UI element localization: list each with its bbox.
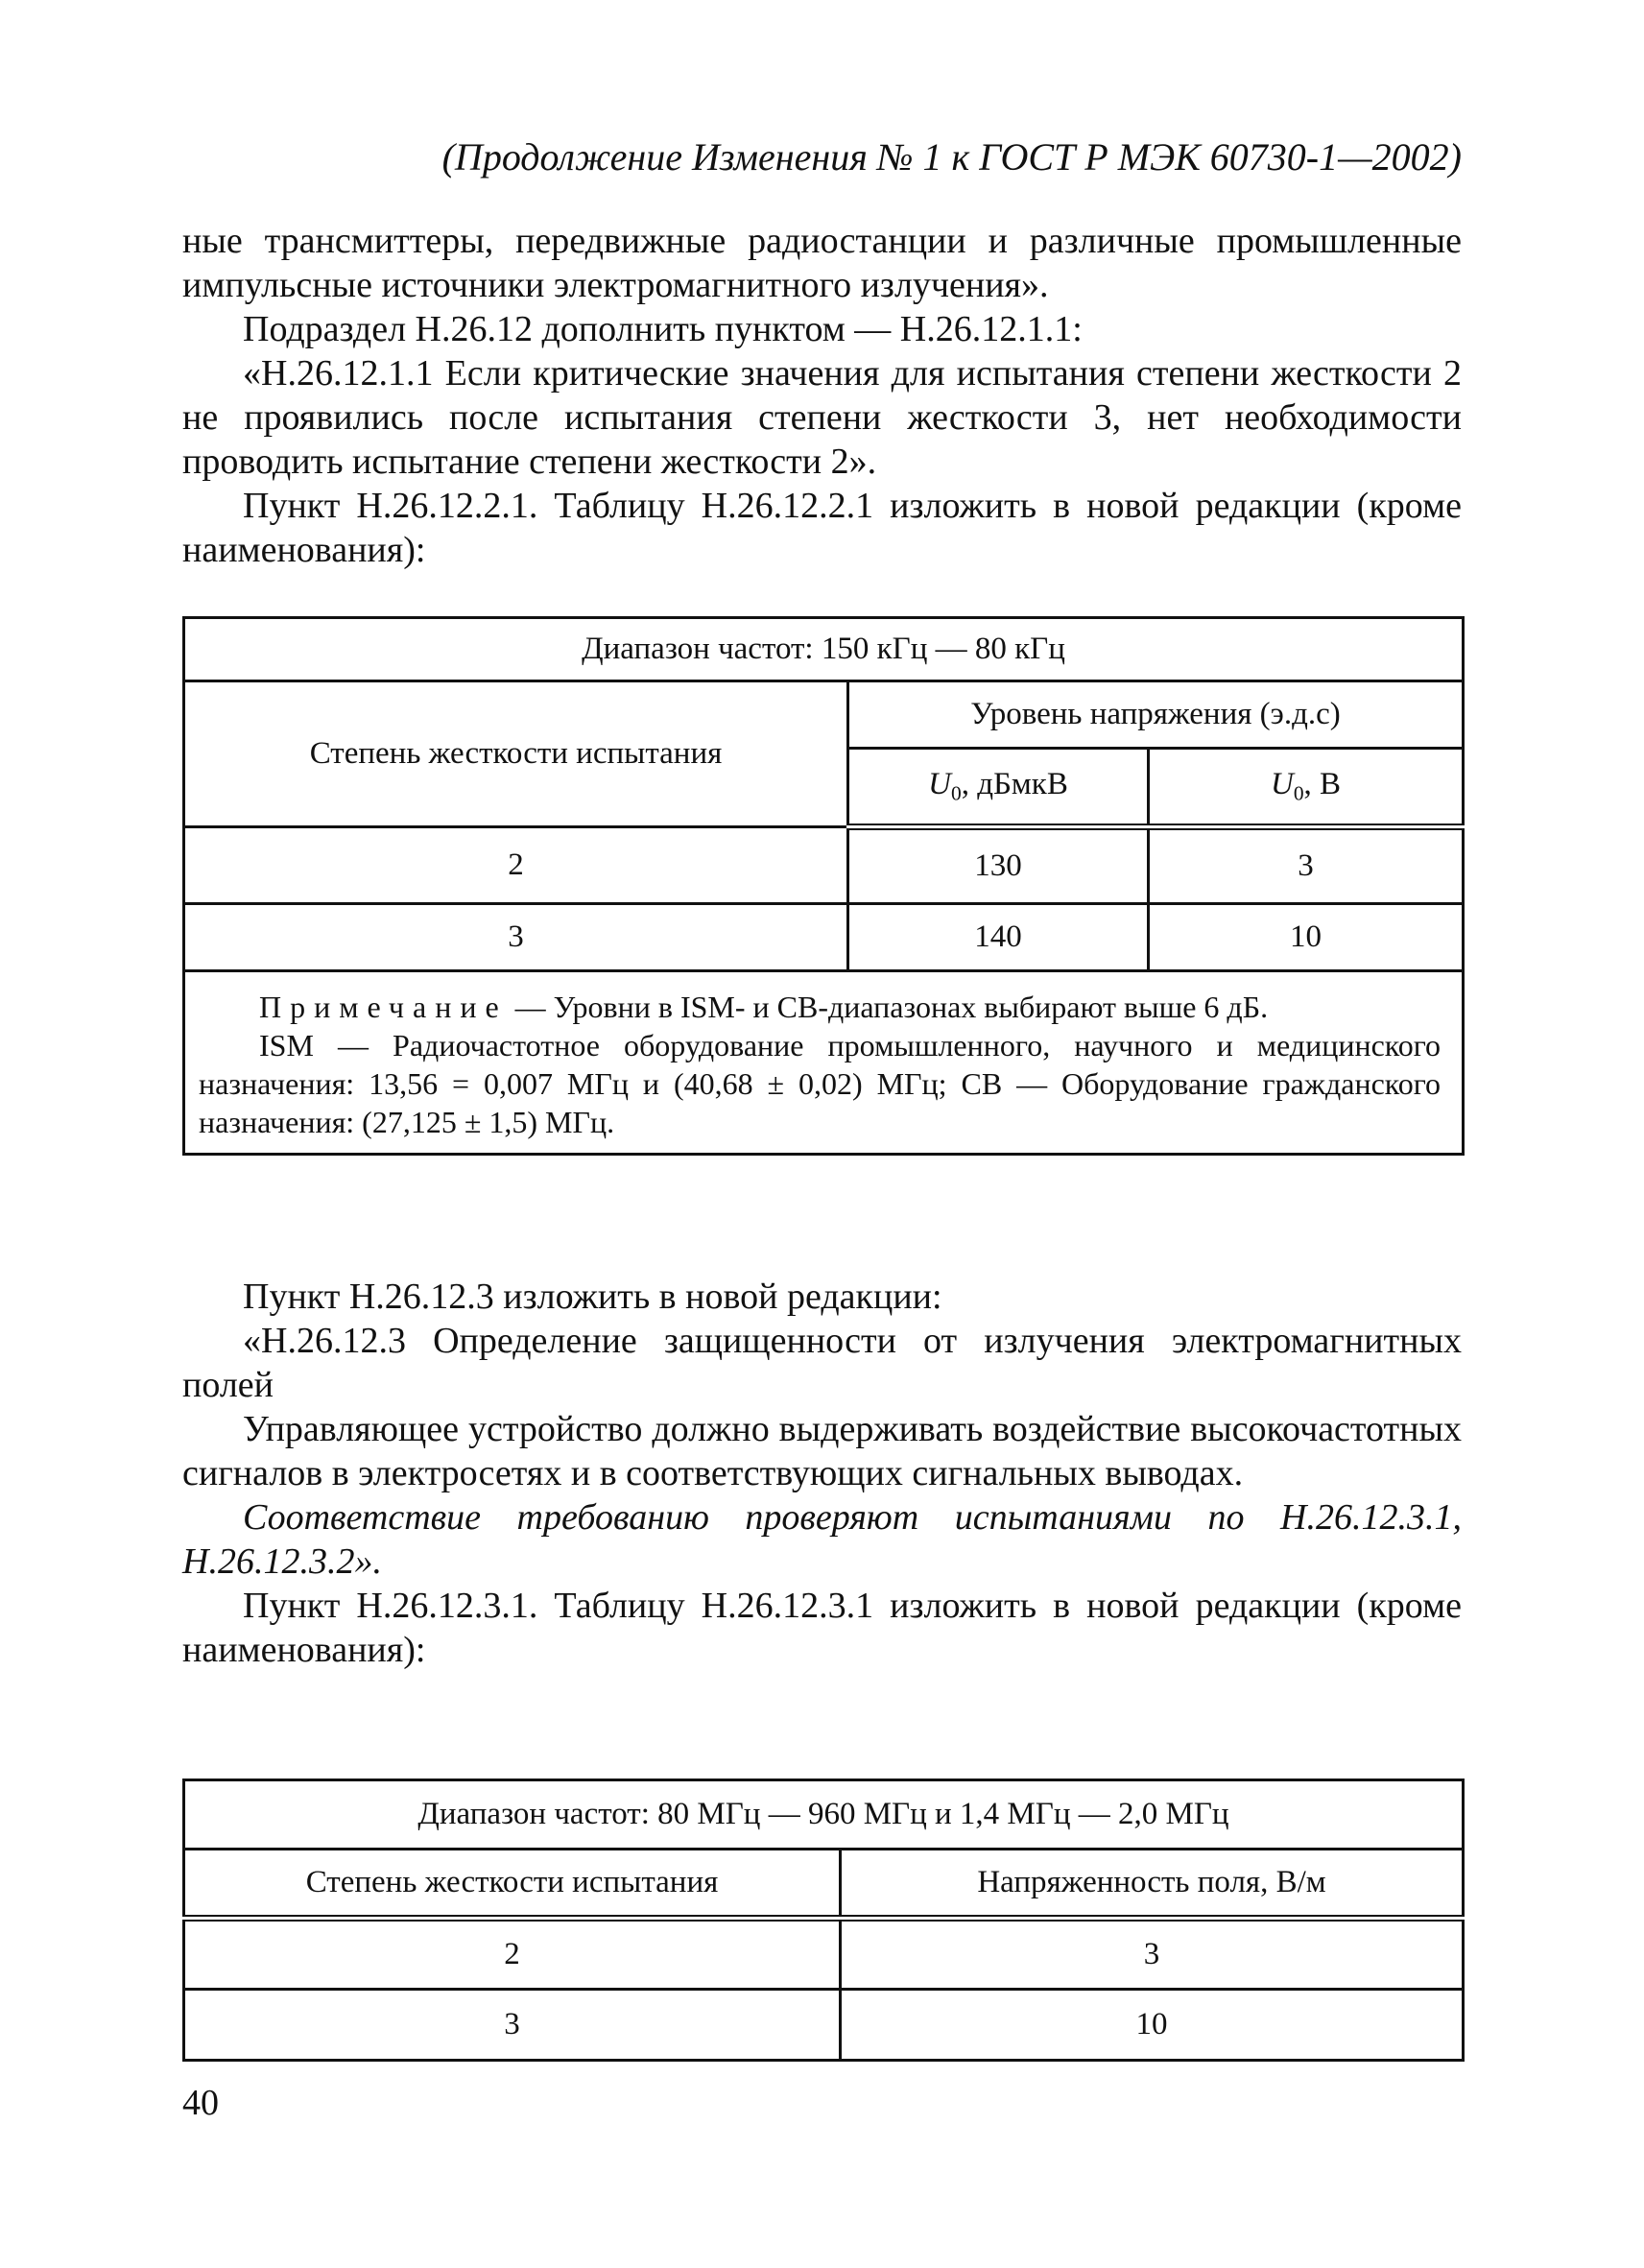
paragraph: «Н.26.12.1.1 Если критические значения для испытания степени жесткости 2 не проявились после испытания степени жесткости 3, нет необходимости проводить испытание степени жесткости 2». — [182, 353, 1462, 482]
table-conducted-immunity — [182, 616, 1465, 1156]
paragraph: ные трансмиттеры, передвижные радиостанции и различные промышленные импульсные источники электромагнитного излучения». — [182, 221, 1462, 305]
paragraph: Пункт Н.26.12.3.1. Таблицу Н.26.12.3.1 изложить в новой редакции (кроме наименования): — [182, 1586, 1462, 1670]
note-paragraph: ISM — Радиочастотное оборудование промышленного, научного и медицинского назначения: 13,56 = 0,007 МГц и (40,68 ± 0,02) МГц; CB — Оборудование гражданского назначения: (27,125 ± 1,5) МГц. — [199, 1028, 1441, 1139]
cell-level: 3 — [184, 904, 848, 971]
column-header-level: Степень жесткости испытания — [184, 681, 848, 827]
note-paragraph — [199, 988, 1441, 1026]
page-number: 40 — [182, 2083, 219, 2123]
cell-field: 3 — [841, 1919, 1464, 1990]
table-row — [184, 1990, 1464, 2061]
column-header-u0-db: $U_0$, дБмкВ — [848, 749, 1149, 827]
table-note — [184, 971, 1464, 1155]
table-row — [184, 904, 1464, 971]
paragraph: Управляющее устройство должно выдерживать воздействие высокочастотных сигналов в электросетях и в соответствующих сигнальных выводах. — [182, 1409, 1462, 1493]
cell-db: 130 — [848, 827, 1149, 904]
note-label: Примечание — [259, 990, 508, 1024]
column-header-level: Степень жесткости испытания — [184, 1850, 841, 1919]
table-row — [184, 1919, 1464, 1990]
paragraph: Соответствие требованию проверяют испытаниями по Н.26.12.3.1, Н.26.12.3.2». — [182, 1497, 1462, 1582]
paragraph: Подраздел Н.26.12 дополнить пунктом — Н.26.12.1.1: — [243, 309, 1083, 349]
table-range-header: Диапазон частот: 150 кГц — 80 кГц — [184, 618, 1464, 681]
table-radiated-immunity — [182, 1779, 1465, 2062]
table-row — [184, 827, 1464, 904]
cell-level: 2 — [184, 827, 848, 904]
paragraph: Пункт Н.26.12.2.1. Таблицу Н.26.12.2.1 изложить в новой редакции (кроме наименования): — [182, 486, 1462, 570]
column-header-voltage: Уровень напряжения (э.д.с) — [848, 681, 1464, 749]
cell-level: 3 — [184, 1990, 841, 2061]
cell-level: 2 — [184, 1919, 841, 1990]
cell-field: 10 — [841, 1990, 1464, 2061]
column-header-field: Напряженность поля, В/м — [841, 1850, 1464, 1919]
note-text: — Уровни в ISM- и CB-диапазонах выбирают выше 6 дБ. — [507, 990, 1269, 1024]
text-block-top — [182, 219, 1462, 572]
text-block-middle — [182, 1275, 1462, 1672]
paragraph: «Н.26.12.3 Определение защищенности от излучения электромагнитных полей — [182, 1321, 1462, 1405]
page-header: (Продолжение Изменения № 1 к ГОСТ Р МЭК 60730-1—2002) — [441, 135, 1462, 179]
cell-v: 10 — [1149, 904, 1464, 971]
cell-v: 3 — [1149, 827, 1464, 904]
paragraph: Пункт Н.26.12.3 изложить в новой редакции: — [243, 1277, 942, 1317]
cell-db: 140 — [848, 904, 1149, 971]
table-range-header: Диапазон частот: 80 МГц — 960 МГц и 1,4 МГц — 2,0 МГц — [184, 1780, 1464, 1850]
column-header-u0-v: $U_0$, В — [1149, 749, 1464, 827]
